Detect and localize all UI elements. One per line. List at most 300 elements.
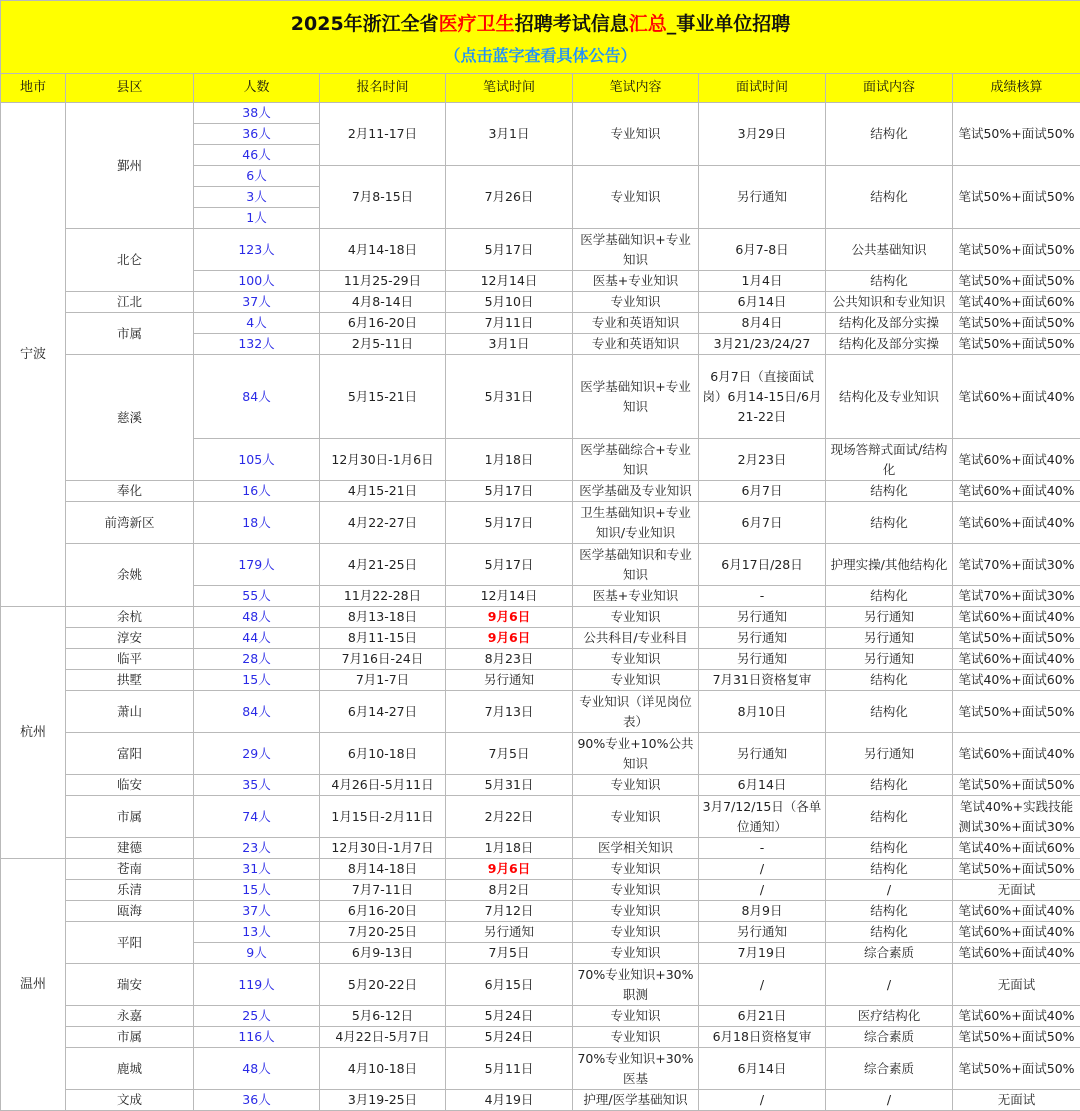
interview-date-cell: - xyxy=(699,586,826,607)
interview-content-cell: 结构化 xyxy=(826,502,953,544)
registration-cell: 4月15-21日 xyxy=(320,481,446,502)
registration-cell: 5月6-12日 xyxy=(320,1006,446,1027)
interview-date-cell: 另行通知 xyxy=(699,649,826,670)
table-row xyxy=(1,649,1080,670)
exam-date-cell: 1月18日 xyxy=(446,838,573,859)
county-cell: 市属 xyxy=(66,796,194,838)
registration-cell: 7月7-11日 xyxy=(320,880,446,901)
count-link[interactable]: 84人 xyxy=(194,691,320,733)
city-cell: 温州 xyxy=(1,859,66,1111)
count-link[interactable]: 37人 xyxy=(194,292,320,313)
interview-content-cell: 另行通知 xyxy=(826,649,953,670)
interview-content-cell: / xyxy=(826,964,953,1006)
registration-cell: 6月16-20日 xyxy=(320,313,446,334)
score-cell: 笔试60%+面试40% xyxy=(953,901,1080,922)
table-row xyxy=(1,964,1080,1006)
city-cell: 杭州 xyxy=(1,607,66,859)
count-link[interactable]: 23人 xyxy=(194,838,320,859)
exam-content-cell: 医学基础知识和专业知识 xyxy=(573,544,699,586)
exam-content-cell: 公共科目/专业科目 xyxy=(573,628,699,649)
title-highlight: 医疗卫生 xyxy=(439,13,515,35)
count-link[interactable]: 48人 xyxy=(194,1048,320,1090)
count-link[interactable]: 132人 xyxy=(194,334,320,355)
exam-content-cell: 专业知识 xyxy=(573,607,699,628)
exam-content-cell: 专业知识 xyxy=(573,166,699,229)
county-cell: 苍南 xyxy=(66,859,194,880)
county-cell: 瓯海 xyxy=(66,901,194,922)
exam-content-cell: 医学基础综合+专业知识 xyxy=(573,439,699,481)
interview-content-cell: 结构化 xyxy=(826,775,953,796)
interview-date-cell: / xyxy=(699,880,826,901)
registration-cell: 3月19-25日 xyxy=(320,1090,446,1111)
interview-content-cell: 综合素质 xyxy=(826,1048,953,1090)
county-cell: 瑞安 xyxy=(66,964,194,1006)
score-cell: 笔试60%+面试40% xyxy=(953,502,1080,544)
interview-date-cell: 8月4日 xyxy=(699,313,826,334)
interview-content-cell: 结构化及专业知识 xyxy=(826,355,953,439)
interview-content-cell: 另行通知 xyxy=(826,607,953,628)
registration-cell: 4月8-14日 xyxy=(320,292,446,313)
exam-content-cell: 专业和英语知识 xyxy=(573,334,699,355)
table-row xyxy=(1,355,1080,439)
score-cell: 笔试50%+面试50% xyxy=(953,313,1080,334)
county-cell: 余姚 xyxy=(66,544,194,607)
score-cell: 笔试40%+实践技能测试30%+面试30% xyxy=(953,796,1080,838)
table-row xyxy=(1,775,1080,796)
score-cell: 笔试60%+面试40% xyxy=(953,355,1080,439)
registration-cell: 7月20-25日 xyxy=(320,922,446,943)
exam-date-cell: 5月17日 xyxy=(446,481,573,502)
interview-date-cell: 3月7/12/15日（各单位通知） xyxy=(699,796,826,838)
score-cell: 笔试40%+面试60% xyxy=(953,838,1080,859)
header-interview-content: 面试内容 xyxy=(826,74,953,103)
table-row xyxy=(1,502,1080,544)
county-cell: 平阳 xyxy=(66,922,194,964)
count-link[interactable]: 37人 xyxy=(194,901,320,922)
county-cell: 萧山 xyxy=(66,691,194,733)
interview-content-cell: 另行通知 xyxy=(826,628,953,649)
score-cell: 笔试60%+面试40% xyxy=(953,1006,1080,1027)
score-cell: 笔试40%+面试60% xyxy=(953,292,1080,313)
interview-date-cell: 另行通知 xyxy=(699,607,826,628)
exam-content-cell: 70%专业知识+30%医基 xyxy=(573,1048,699,1090)
exam-date-cell: 12月14日 xyxy=(446,271,573,292)
exam-content-cell: 专业知识 xyxy=(573,649,699,670)
table-row xyxy=(1,691,1080,733)
interview-content-cell: 公共知识和专业知识 xyxy=(826,292,953,313)
score-cell: 笔试60%+面试40% xyxy=(953,649,1080,670)
exam-date-cell: 2月22日 xyxy=(446,796,573,838)
registration-cell: 4月26日-5月11日 xyxy=(320,775,446,796)
registration-cell: 4月10-18日 xyxy=(320,1048,446,1090)
exam-content-cell: 医基+专业知识 xyxy=(573,271,699,292)
count-link[interactable]: 16人 xyxy=(194,481,320,502)
interview-content-cell: 结构化 xyxy=(826,166,953,229)
registration-cell: 12月30日-1月7日 xyxy=(320,838,446,859)
county-cell: 鄞州 xyxy=(66,103,194,229)
county-cell: 乐清 xyxy=(66,880,194,901)
count-link[interactable]: 105人 xyxy=(194,439,320,481)
table-row xyxy=(1,670,1080,691)
subtitle-link[interactable]: （点击蓝字查看具体公告） xyxy=(3,42,1078,70)
interview-date-cell: 3月29日 xyxy=(699,103,826,166)
county-cell: 临平 xyxy=(66,649,194,670)
table-row xyxy=(1,796,1080,838)
exam-date-cell: 9月6日 xyxy=(446,859,573,880)
interview-date-cell: 6月7日 xyxy=(699,502,826,544)
registration-cell: 4月22-27日 xyxy=(320,502,446,544)
interview-date-cell: / xyxy=(699,859,826,880)
exam-date-cell: 1月18日 xyxy=(446,439,573,481)
exam-content-cell: 专业知识 xyxy=(573,859,699,880)
exam-date-cell: 5月24日 xyxy=(446,1027,573,1048)
score-cell: 笔试50%+面试50% xyxy=(953,628,1080,649)
county-cell: 市属 xyxy=(66,313,194,355)
count-link[interactable]: 28人 xyxy=(194,649,320,670)
score-cell: 笔试50%+面试50% xyxy=(953,229,1080,271)
exam-content-cell: 专业知识（详见岗位表） xyxy=(573,691,699,733)
interview-date-cell: 6月7日 xyxy=(699,481,826,502)
interview-date-cell: 另行通知 xyxy=(699,166,826,229)
interview-content-cell: 结构化及部分实操 xyxy=(826,334,953,355)
table-row xyxy=(1,628,1080,649)
interview-content-cell: 医疗结构化 xyxy=(826,1006,953,1027)
header-row xyxy=(1,74,1080,103)
page-title xyxy=(3,4,1078,42)
score-cell: 无面试 xyxy=(953,964,1080,1006)
exam-date-cell: 3月1日 xyxy=(446,334,573,355)
count-link[interactable]: 3人 xyxy=(194,187,320,208)
header-score: 成绩核算 xyxy=(953,74,1080,103)
score-cell: 笔试50%+面试50% xyxy=(953,334,1080,355)
table-row xyxy=(1,481,1080,502)
exam-content-cell: 卫生基础知识+专业知识/专业知识 xyxy=(573,502,699,544)
count-link[interactable]: 9人 xyxy=(194,943,320,964)
registration-cell: 7月1-7日 xyxy=(320,670,446,691)
table-row xyxy=(1,1006,1080,1027)
county-cell: 淳安 xyxy=(66,628,194,649)
exam-date-cell: 7月12日 xyxy=(446,901,573,922)
score-cell: 笔试70%+面试30% xyxy=(953,586,1080,607)
count-link[interactable]: 55人 xyxy=(194,586,320,607)
registration-cell: 8月14-18日 xyxy=(320,859,446,880)
table-row xyxy=(1,544,1080,586)
interview-content-cell: 结构化 xyxy=(826,586,953,607)
exam-content-cell: 专业知识 xyxy=(573,943,699,964)
count-link[interactable]: 84人 xyxy=(194,355,320,439)
count-link[interactable]: 29人 xyxy=(194,733,320,775)
registration-cell: 5月20-22日 xyxy=(320,964,446,1006)
count-link[interactable]: 18人 xyxy=(194,502,320,544)
score-cell: 笔试50%+面试50% xyxy=(953,166,1080,229)
exam-date-cell: 12月14日 xyxy=(446,586,573,607)
interview-date-cell: 6月7日（直接面试岗）6月14-15日/6月21-22日 xyxy=(699,355,826,439)
exam-date-cell: 5月17日 xyxy=(446,544,573,586)
registration-cell: 6月16-20日 xyxy=(320,901,446,922)
exam-date-cell: 5月31日 xyxy=(446,355,573,439)
exam-content-cell: 专业知识 xyxy=(573,796,699,838)
count-link[interactable]: 15人 xyxy=(194,670,320,691)
count-link[interactable]: 48人 xyxy=(194,607,320,628)
exam-date-cell: 8月23日 xyxy=(446,649,573,670)
county-cell: 余杭 xyxy=(66,607,194,628)
table-row xyxy=(1,880,1080,901)
exam-date-cell: 5月31日 xyxy=(446,775,573,796)
county-cell: 富阳 xyxy=(66,733,194,775)
exam-content-cell: 医学基础知识+专业知识 xyxy=(573,229,699,271)
interview-content-cell: 结构化 xyxy=(826,670,953,691)
exam-content-cell: 医学基础及专业知识 xyxy=(573,481,699,502)
count-link[interactable]: 36人 xyxy=(194,1090,320,1111)
exam-content-cell: 70%专业知识+30%职测 xyxy=(573,964,699,1006)
score-cell: 笔试50%+面试50% xyxy=(953,775,1080,796)
exam-date-cell: 6月15日 xyxy=(446,964,573,1006)
exam-date-cell: 7月26日 xyxy=(446,166,573,229)
exam-content-cell: 医学相关知识 xyxy=(573,838,699,859)
interview-content-cell: / xyxy=(826,1090,953,1111)
header-exam-date: 笔试时间 xyxy=(446,74,573,103)
header-count: 人数 xyxy=(194,74,320,103)
registration-cell: 6月14-27日 xyxy=(320,691,446,733)
exam-content-cell: 专业知识 xyxy=(573,670,699,691)
count-link[interactable]: 1人 xyxy=(194,208,320,229)
interview-date-cell: 7月31日资格复审 xyxy=(699,670,826,691)
interview-date-cell: 8月10日 xyxy=(699,691,826,733)
city-cell: 宁波 xyxy=(1,103,66,607)
county-cell: 永嘉 xyxy=(66,1006,194,1027)
exam-date-cell: 8月2日 xyxy=(446,880,573,901)
interview-date-cell: 7月19日 xyxy=(699,943,826,964)
interview-date-cell: 6月7-8日 xyxy=(699,229,826,271)
exam-content-cell: 专业知识 xyxy=(573,292,699,313)
count-link[interactable]: 116人 xyxy=(194,1027,320,1048)
registration-cell: 2月5-11日 xyxy=(320,334,446,355)
score-cell: 笔试50%+面试50% xyxy=(953,271,1080,292)
exam-date-cell: 9月6日 xyxy=(446,607,573,628)
exam-date-cell: 5月17日 xyxy=(446,502,573,544)
registration-cell: 11月25-29日 xyxy=(320,271,446,292)
score-cell: 无面试 xyxy=(953,1090,1080,1111)
registration-cell: 6月9-13日 xyxy=(320,943,446,964)
header-exam-content: 笔试内容 xyxy=(573,74,699,103)
table-row xyxy=(1,1027,1080,1048)
county-cell: 江北 xyxy=(66,292,194,313)
header-city: 地市 xyxy=(1,74,66,103)
table-row xyxy=(1,733,1080,775)
count-link[interactable]: 119人 xyxy=(194,964,320,1006)
registration-cell: 6月10-18日 xyxy=(320,733,446,775)
interview-content-cell: 另行通知 xyxy=(826,733,953,775)
interview-date-cell: / xyxy=(699,964,826,1006)
interview-content-cell: 综合素质 xyxy=(826,943,953,964)
registration-cell: 1月15日-2月11日 xyxy=(320,796,446,838)
count-link[interactable]: 123人 xyxy=(194,229,320,271)
exam-date-cell: 3月1日 xyxy=(446,103,573,166)
exam-content-cell: 医学基础知识+专业知识 xyxy=(573,355,699,439)
exam-content-cell: 专业知识 xyxy=(573,922,699,943)
registration-cell: 4月21-25日 xyxy=(320,544,446,586)
interview-date-cell: 另行通知 xyxy=(699,628,826,649)
interview-content-cell: 护理实操/其他结构化 xyxy=(826,544,953,586)
exam-content-cell: 专业知识 xyxy=(573,901,699,922)
county-cell: 建德 xyxy=(66,838,194,859)
exam-date-cell: 5月11日 xyxy=(446,1048,573,1090)
interview-date-cell: 6月14日 xyxy=(699,775,826,796)
registration-cell: 11月22-28日 xyxy=(320,586,446,607)
interview-content-cell: 结构化及部分实操 xyxy=(826,313,953,334)
interview-content-cell: 结构化 xyxy=(826,103,953,166)
interview-content-cell: 结构化 xyxy=(826,901,953,922)
score-cell: 笔试60%+面试40% xyxy=(953,922,1080,943)
table-row xyxy=(1,607,1080,628)
header-county: 县区 xyxy=(66,74,194,103)
count-link[interactable]: 35人 xyxy=(194,775,320,796)
score-cell: 笔试60%+面试40% xyxy=(953,943,1080,964)
exam-date-cell: 7月11日 xyxy=(446,313,573,334)
interview-content-cell: 结构化 xyxy=(826,922,953,943)
table-row xyxy=(1,901,1080,922)
exam-date-cell: 5月24日 xyxy=(446,1006,573,1027)
county-cell: 临安 xyxy=(66,775,194,796)
table-row xyxy=(1,922,1080,943)
count-link[interactable]: 36人 xyxy=(194,124,320,145)
score-cell: 笔试60%+面试40% xyxy=(953,481,1080,502)
registration-cell: 4月14-18日 xyxy=(320,229,446,271)
count-link[interactable]: 6人 xyxy=(194,166,320,187)
table-row xyxy=(1,838,1080,859)
registration-cell: 12月30日-1月6日 xyxy=(320,439,446,481)
interview-content-cell: 结构化 xyxy=(826,271,953,292)
county-cell: 奉化 xyxy=(66,481,194,502)
interview-date-cell: 另行通知 xyxy=(699,922,826,943)
interview-content-cell: 综合素质 xyxy=(826,1027,953,1048)
count-link[interactable]: 13人 xyxy=(194,922,320,943)
interview-content-cell: 结构化 xyxy=(826,796,953,838)
exam-content-cell: 专业知识 xyxy=(573,1006,699,1027)
county-cell: 北仑 xyxy=(66,229,194,292)
registration-cell: 7月8-15日 xyxy=(320,166,446,229)
interview-date-cell: 8月9日 xyxy=(699,901,826,922)
title-highlight: 汇总 xyxy=(629,13,667,35)
interview-date-cell: 6月21日 xyxy=(699,1006,826,1027)
registration-cell: 8月11-15日 xyxy=(320,628,446,649)
count-link[interactable]: 44人 xyxy=(194,628,320,649)
exam-content-cell: 专业知识 xyxy=(573,880,699,901)
score-cell: 笔试50%+面试50% xyxy=(953,691,1080,733)
interview-date-cell: 6月18日资格复审 xyxy=(699,1027,826,1048)
score-cell: 笔试60%+面试40% xyxy=(953,733,1080,775)
interview-date-cell: 6月14日 xyxy=(699,1048,826,1090)
table-row xyxy=(1,229,1080,271)
count-link[interactable]: 25人 xyxy=(194,1006,320,1027)
exam-date-cell: 4月19日 xyxy=(446,1090,573,1111)
count-link[interactable]: 74人 xyxy=(194,796,320,838)
exam-content-cell: 90%专业+10%公共知识 xyxy=(573,733,699,775)
exam-date-cell: 9月6日 xyxy=(446,628,573,649)
score-cell: 笔试70%+面试30% xyxy=(953,544,1080,586)
title-part: 2025年浙江全省 xyxy=(291,13,439,35)
exam-date-cell: 另行通知 xyxy=(446,922,573,943)
table-row xyxy=(1,1048,1080,1090)
exam-date-cell: 7月5日 xyxy=(446,943,573,964)
header-interview-date: 面试时间 xyxy=(699,74,826,103)
interview-date-cell: - xyxy=(699,838,826,859)
interview-date-cell: 另行通知 xyxy=(699,733,826,775)
exam-date-cell: 7月5日 xyxy=(446,733,573,775)
county-cell: 前湾新区 xyxy=(66,502,194,544)
interview-date-cell: 2月23日 xyxy=(699,439,826,481)
score-cell: 笔试50%+面试50% xyxy=(953,1027,1080,1048)
table-row xyxy=(1,1090,1080,1111)
header-registration: 报名时间 xyxy=(320,74,446,103)
score-cell: 笔试50%+面试50% xyxy=(953,859,1080,880)
count-link[interactable]: 100人 xyxy=(194,271,320,292)
exam-content-cell: 护理/医学基础知识 xyxy=(573,1090,699,1111)
table-row xyxy=(1,313,1080,334)
registration-cell: 4月22日-5月7日 xyxy=(320,1027,446,1048)
title-cell xyxy=(1,1,1080,74)
interview-content-cell: 结构化 xyxy=(826,838,953,859)
exam-content-cell: 专业知识 xyxy=(573,103,699,166)
exam-content-cell: 专业知识 xyxy=(573,1027,699,1048)
registration-cell: 5月15-21日 xyxy=(320,355,446,439)
exam-content-cell: 医基+专业知识 xyxy=(573,586,699,607)
interview-date-cell: 6月14日 xyxy=(699,292,826,313)
county-cell: 慈溪 xyxy=(66,355,194,481)
score-cell: 无面试 xyxy=(953,880,1080,901)
count-link[interactable]: 4人 xyxy=(194,313,320,334)
county-cell: 市属 xyxy=(66,1027,194,1048)
count-link[interactable]: 46人 xyxy=(194,145,320,166)
interview-content-cell: 结构化 xyxy=(826,859,953,880)
interview-date-cell: / xyxy=(699,1090,826,1111)
county-cell: 拱墅 xyxy=(66,670,194,691)
score-cell: 笔试50%+面试50% xyxy=(953,103,1080,166)
table-row xyxy=(1,292,1080,313)
interview-date-cell: 6月17日/28日 xyxy=(699,544,826,586)
exam-date-cell: 5月17日 xyxy=(446,229,573,271)
score-cell: 笔试40%+面试60% xyxy=(953,670,1080,691)
count-link[interactable]: 15人 xyxy=(194,880,320,901)
interview-content-cell: 公共基础知识 xyxy=(826,229,953,271)
registration-cell: 2月11-17日 xyxy=(320,103,446,166)
county-cell: 文成 xyxy=(66,1090,194,1111)
interview-content-cell: / xyxy=(826,880,953,901)
table-row xyxy=(1,859,1080,880)
exam-date-cell: 另行通知 xyxy=(446,670,573,691)
count-link[interactable]: 38人 xyxy=(194,103,320,124)
exam-date-cell: 7月13日 xyxy=(446,691,573,733)
count-link[interactable]: 179人 xyxy=(194,544,320,586)
score-cell: 笔试60%+面试40% xyxy=(953,439,1080,481)
exam-content-cell: 专业知识 xyxy=(573,775,699,796)
registration-cell: 7月16日-24日 xyxy=(320,649,446,670)
table-row xyxy=(1,103,1080,124)
count-link[interactable]: 31人 xyxy=(194,859,320,880)
county-cell: 鹿城 xyxy=(66,1048,194,1090)
exam-date-cell: 5月10日 xyxy=(446,292,573,313)
interview-content-cell: 现场答辩式面试/结构化 xyxy=(826,439,953,481)
score-cell: 笔试50%+面试50% xyxy=(953,1048,1080,1090)
interview-date-cell: 3月21/23/24/27 xyxy=(699,334,826,355)
score-cell: 笔试60%+面试40% xyxy=(953,607,1080,628)
title-part: 招聘考试信息 xyxy=(515,13,629,35)
title-part: _事业单位招聘 xyxy=(667,13,791,35)
interview-date-cell: 1月4日 xyxy=(699,271,826,292)
interview-content-cell: 结构化 xyxy=(826,481,953,502)
registration-cell: 8月13-18日 xyxy=(320,607,446,628)
exam-content-cell: 专业和英语知识 xyxy=(573,313,699,334)
